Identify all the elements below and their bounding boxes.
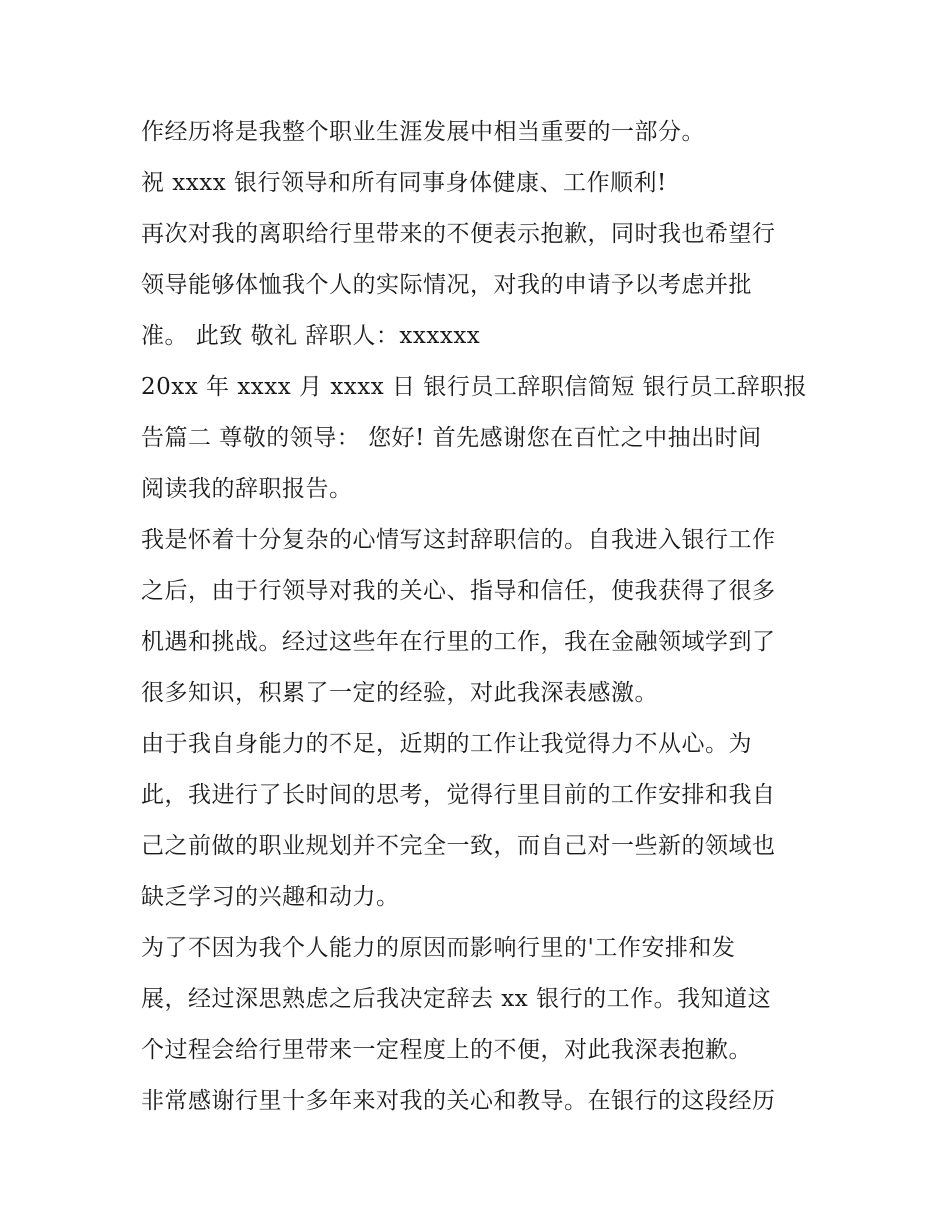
text-line: 告篇二 尊敬的领导： 您好! 首先感谢您在百忙之中抽出时间 — [141, 425, 762, 451]
document-body — [141, 107, 841, 1127]
text-line: 展，经过深思熟虑之后我决定辞去 xx 银行的工作。我知道这 — [141, 986, 772, 1012]
text-line: 之后，由于行领导对我的关心、指导和信任，使我获得了很多 — [141, 578, 776, 604]
text-line: 准。 此致 敬礼 辞职人：xxxxxx — [141, 323, 481, 349]
text-line: 阅读我的辞职报告。 — [141, 476, 353, 502]
text-line: 个过程会给行里带来一定程度上的不便，对此我深表抱歉。 — [141, 1037, 752, 1063]
text-line: 此，我进行了长时间的思考，觉得行里目前的工作安排和我自 — [141, 782, 776, 808]
text-line: 20xx 年 xxxx 月 xxxx 日 银行员工辞职信简短 银行员工辞职报 — [141, 374, 808, 400]
text-line: 很多知识，积累了一定的经验，对此我深表感激。 — [141, 680, 658, 706]
text-line: 领导能够体恤我个人的实际情况，对我的申请予以考虑并批 — [141, 272, 752, 298]
text-line: 由于我自身能力的不足，近期的工作让我觉得力不从心。为 — [141, 731, 752, 757]
text-line: 缺乏学习的兴趣和动力。 — [141, 884, 400, 910]
text-line: 机遇和挑战。经过这些年在行里的工作，我在金融领域学到了 — [141, 629, 776, 655]
text-line: 为了不因为我个人能力的原因而影响行里的'工作安排和发 — [141, 935, 736, 961]
text-line: 再次对我的离职给行里带来的不便表示抱歉，同时我也希望行 — [141, 221, 776, 247]
text-line: 作经历将是我整个职业生涯发展中相当重要的一部分。 — [141, 119, 705, 145]
text-line: 我是怀着十分复杂的心情写这封辞职信的。自我进入银行工作 — [141, 527, 776, 553]
text-line: 非常感谢行里十多年来对我的关心和教导。在银行的这段经历 — [141, 1088, 776, 1114]
text-line: 祝 xxxx 银行领导和所有同事身体健康、工作顺利! — [141, 170, 667, 196]
text-line: 己之前做的职业规划并不完全一致，而自己对一些新的领域也 — [141, 833, 776, 859]
